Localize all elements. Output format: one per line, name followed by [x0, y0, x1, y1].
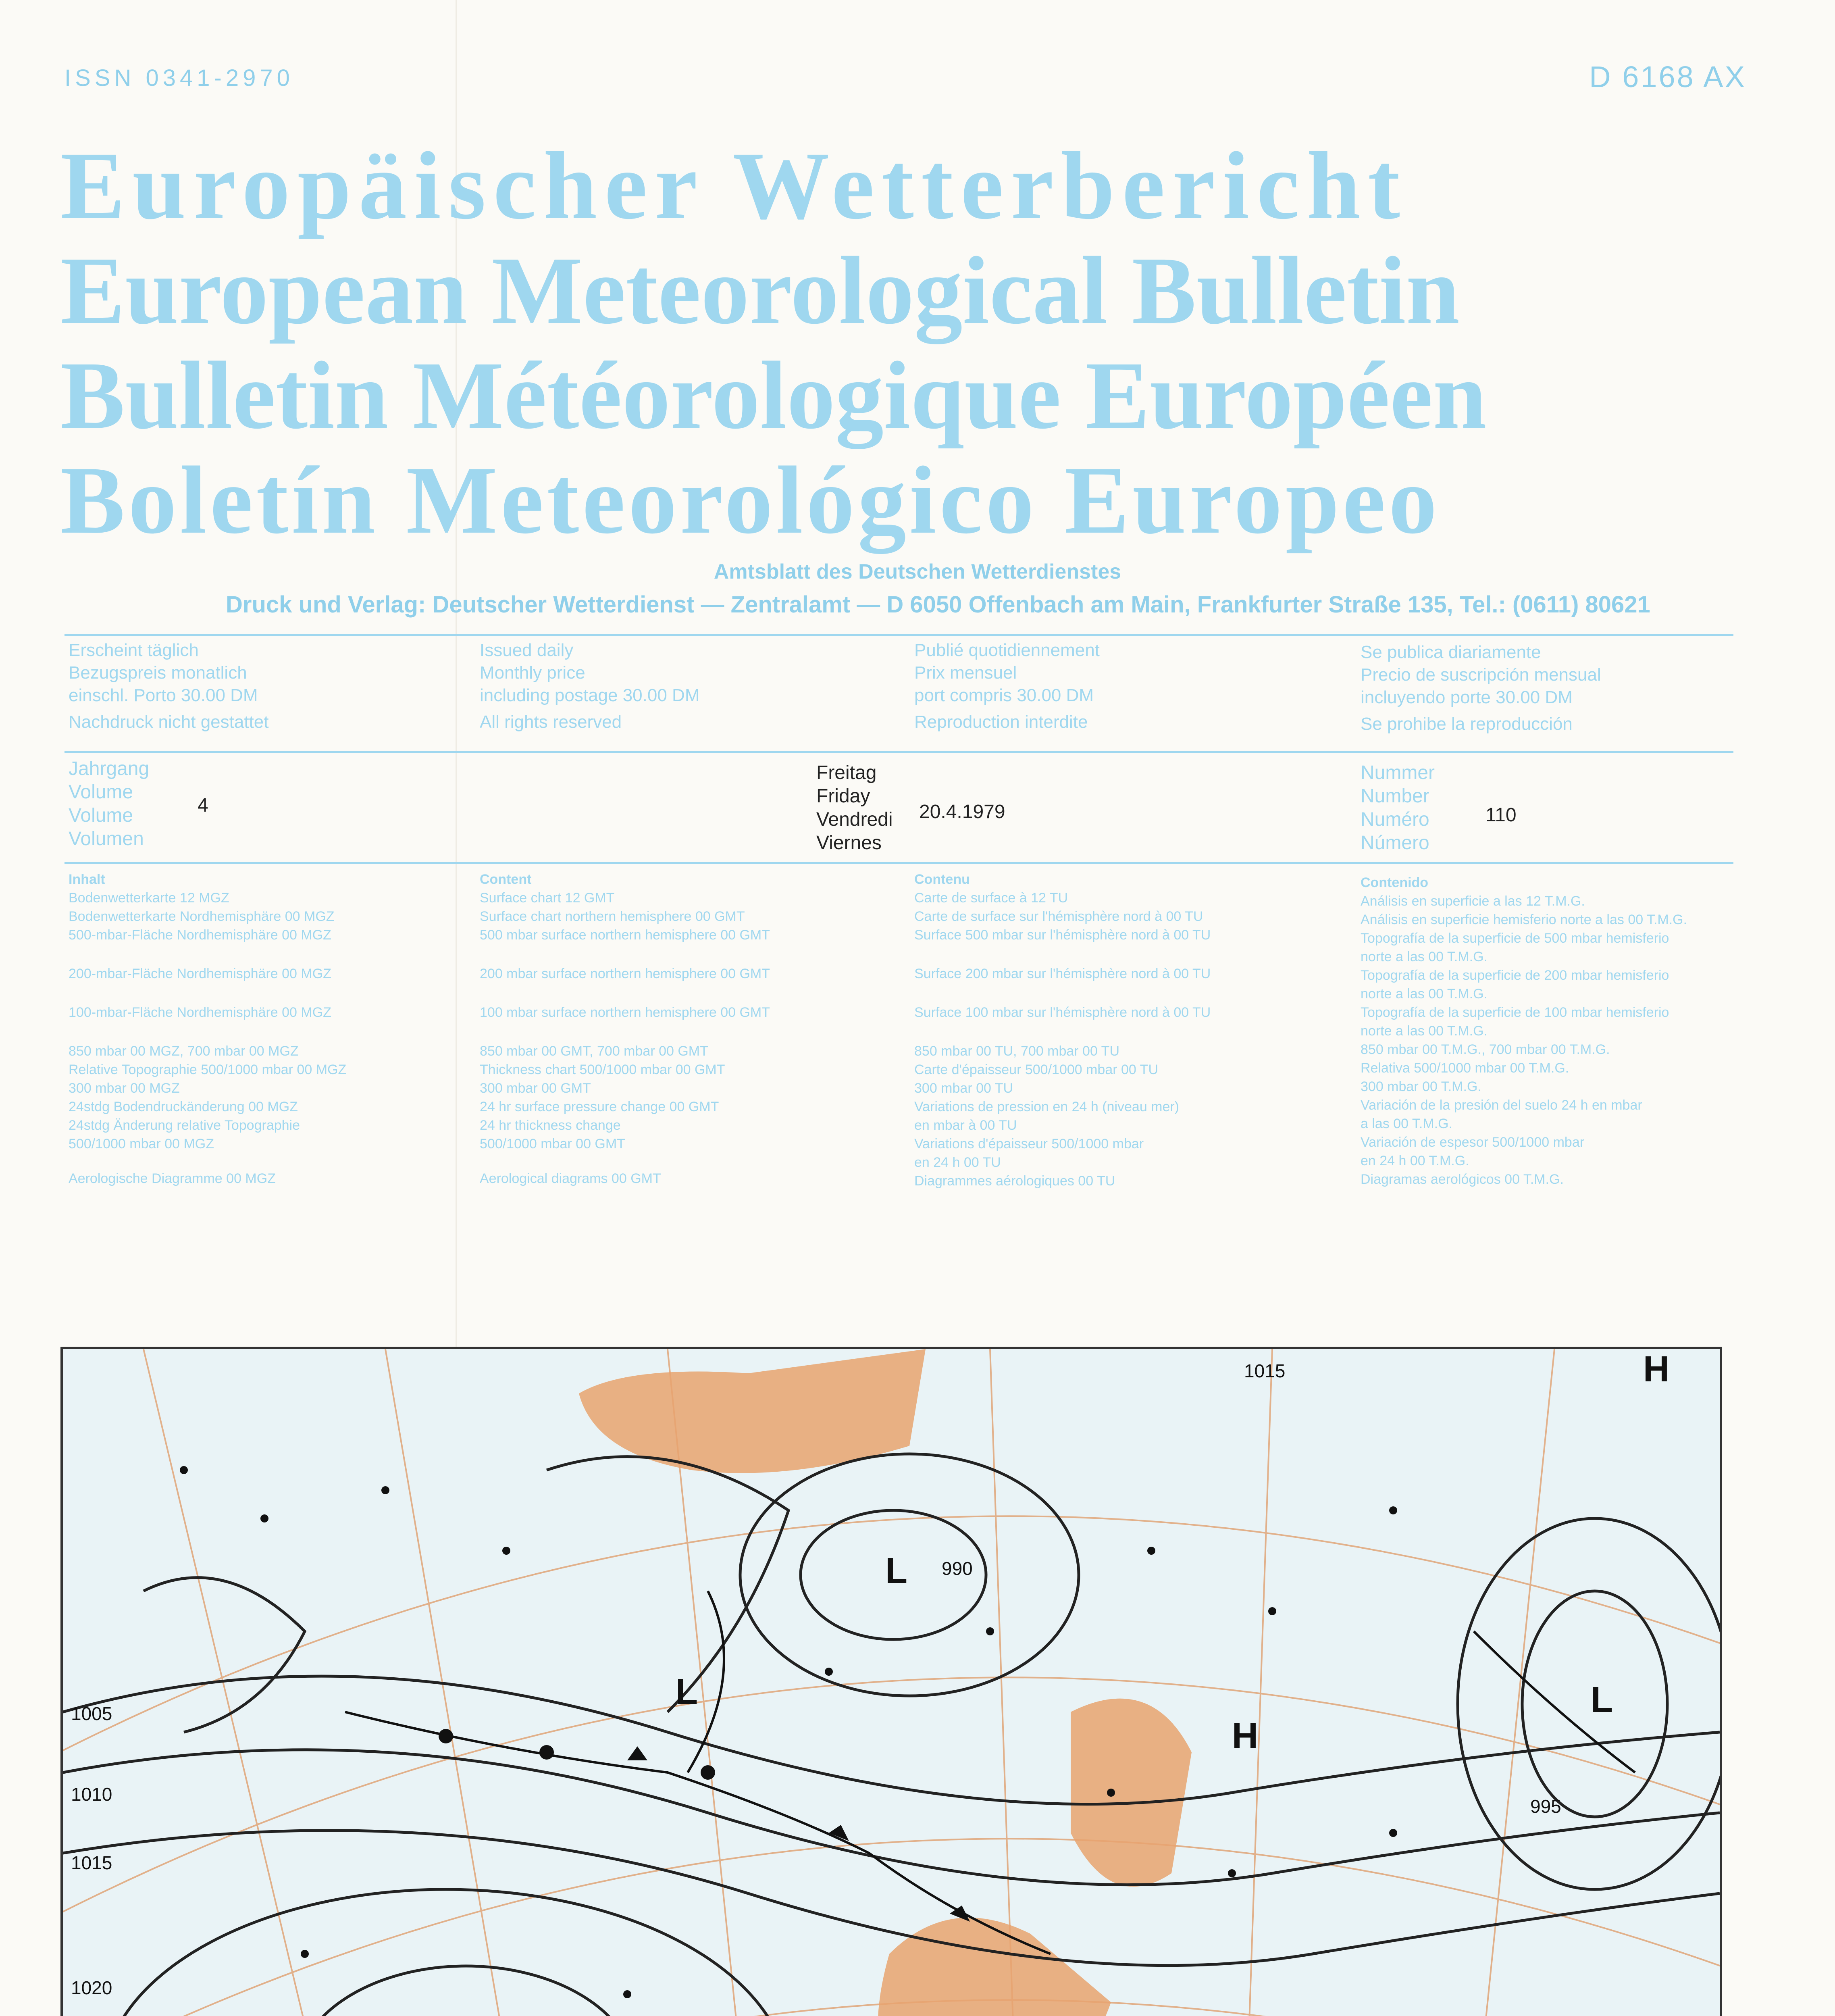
isobar-label: 1020: [71, 1977, 112, 1998]
postal-code: D 6168 AX: [1589, 60, 1746, 94]
title-en: European Meteorological Bulletin: [60, 237, 1460, 344]
fronts: [345, 1591, 1635, 1954]
volume-value: 4: [198, 795, 208, 816]
publisher-line: Druck und Verlag: Deutscher Wetterdienst — Zentralamt — D 6050 Offenbach am Main, Frankfurter Straße 135, Tel.: (0611) 80621: [226, 591, 1650, 618]
isobars: [63, 1454, 1720, 2016]
station-markers: [180, 1466, 1558, 2016]
title-de: Europäischer Wetterbericht: [60, 132, 1407, 239]
high-center: H: [1232, 1716, 1258, 1756]
official-gazette-line: Amtsblatt des Deutschen Wetterdienstes: [714, 560, 1121, 583]
isobar-label: 1015: [1244, 1360, 1286, 1381]
divider: [64, 862, 1733, 864]
contents-de: Inhalt Bodenwetterkarte 12 MGZ Bodenwetterkarte Nordhemisphäre 00 MGZ 500-mbar-Fläche Nordhemisphäre 00 MGZ 200-mbar-Fläche Nordhemisphäre 00 MGZ 100-mbar-Fläche Nordhemisphäre 00 MGZ 850 mbar 00 MGZ, 700 mbar 00 MGZ Relative Topographie 500/1000 mbar 00 MGZ 300 mbar 00 MGZ 24stdg Bodendruckänderung 00 MGZ 24stdg Änderung relative Topographie 500/1000 mbar 00 MGZ Aerologische Diagramme 00 MGZ: [69, 872, 347, 1186]
weather-map-svg: [63, 1349, 1720, 2016]
contents-es: Contenido Análisis en superficie a las 12 T.M.G. Análisis en superficie hemisferio norte a las 00 T.M.G. Topografía de la superficie de 500 mbar hemisferio norte a las 00 T.M.G. Topografía de la superficie de 200 mbar hemisferio norte a las 00 T.M.G. Topografía de la superficie de 100 mbar hemisferio norte a las 00 T.M.G. 850 mbar 00 T.M.G., 700 mbar 00 T.M.G. Relativa 500/1000 mbar 00 T.M.G. 300 mbar 00 T.M.G. Variación de la presión del suelo 24 h en mbar a las 00 T.M.G. Variación de espesor 500/1000 mbar en 24 h 00 T.M.G. Diagramas aerológicos 00 T.M.G.: [1361, 875, 1687, 1187]
volume-labels: Jahrgang Volume Volume Volumen: [69, 758, 150, 850]
isobar-label: 1005: [71, 1703, 112, 1724]
title-fr: Bulletin Météorologique Européen: [60, 342, 1487, 449]
info-fr: Publié quotidiennement Prix mensuel port compris 30.00 DM Reproduction interdite: [914, 640, 1100, 732]
divider: [64, 634, 1733, 636]
low-center: L: [885, 1551, 907, 1591]
info-de: Erscheint täglich Bezugspreis monatlich einschl. Porto 30.00 DM Nachdruck nicht gestattet: [69, 640, 269, 732]
day-labels: Freitag Friday Vendredi Viernes: [816, 762, 893, 854]
isobar-label: 1010: [71, 1784, 112, 1805]
issue-date: 20.4.1979: [919, 801, 1005, 823]
info-es: Se publica diariamente Precio de suscripción mensual incluyendo porte 30.00 DM Se prohibe la reproducción: [1361, 642, 1601, 734]
isobar-label: 995: [1530, 1796, 1561, 1817]
isobar-label: 1015: [71, 1852, 112, 1873]
low-center: L: [676, 1672, 698, 1712]
high-center: H: [1643, 1349, 1669, 1389]
contents-en: Content Surface chart 12 GMT Surface chart northern hemisphere 00 GMT 500 mbar surface northern hemisphere 00 GMT 200 mbar surface northern hemisphere 00 GMT 100 mbar surface northern hemisphere 00 GMT 850 mbar 00 GMT, 700 mbar 00 GMT Thickness chart 500/1000 mbar 00 GMT 300 mbar 00 GMT 24 hr surface pressure change 00 GMT 24 hr thickness change 500/1000 mbar 00 GMT Aerological diagrams 00 GMT: [480, 872, 770, 1186]
title-es: Boletín Meteorológico Europeo: [60, 446, 1440, 554]
issue-number: 110: [1485, 804, 1517, 826]
info-en: Issued daily Monthly price including postage 30.00 DM All rights reserved: [480, 640, 700, 732]
contents-fr: Contenu Carte de surface à 12 TU Carte de surface sur l'hémisphère nord à 00 TU Surface 500 mbar sur l'hémisphère nord à 00 TU Surface 200 mbar sur l'hémisphère nord à 00 TU Surface 100 mbar sur l'hémisphère nord à 00 TU 850 mbar 00 TU, 700 mbar 00 TU Carte d'épaisseur 500/1000 mbar 00 TU 300 mbar 00 TU Variations de pression en 24 h (niveau mer) en mbar à 00 TU Variations d'épaisseur 500/1000 mbar en 24 h 00 TU Diagrammes aérologiques 00 TU: [914, 872, 1211, 1189]
surface-chart-map: [60, 1347, 1722, 2016]
low-center: L: [1591, 1680, 1613, 1720]
number-labels: Nummer Number Numéro Número: [1361, 762, 1435, 854]
divider: [64, 751, 1733, 753]
issn: ISSN 0341-2970: [64, 65, 294, 91]
isobar-label: 990: [942, 1558, 973, 1579]
